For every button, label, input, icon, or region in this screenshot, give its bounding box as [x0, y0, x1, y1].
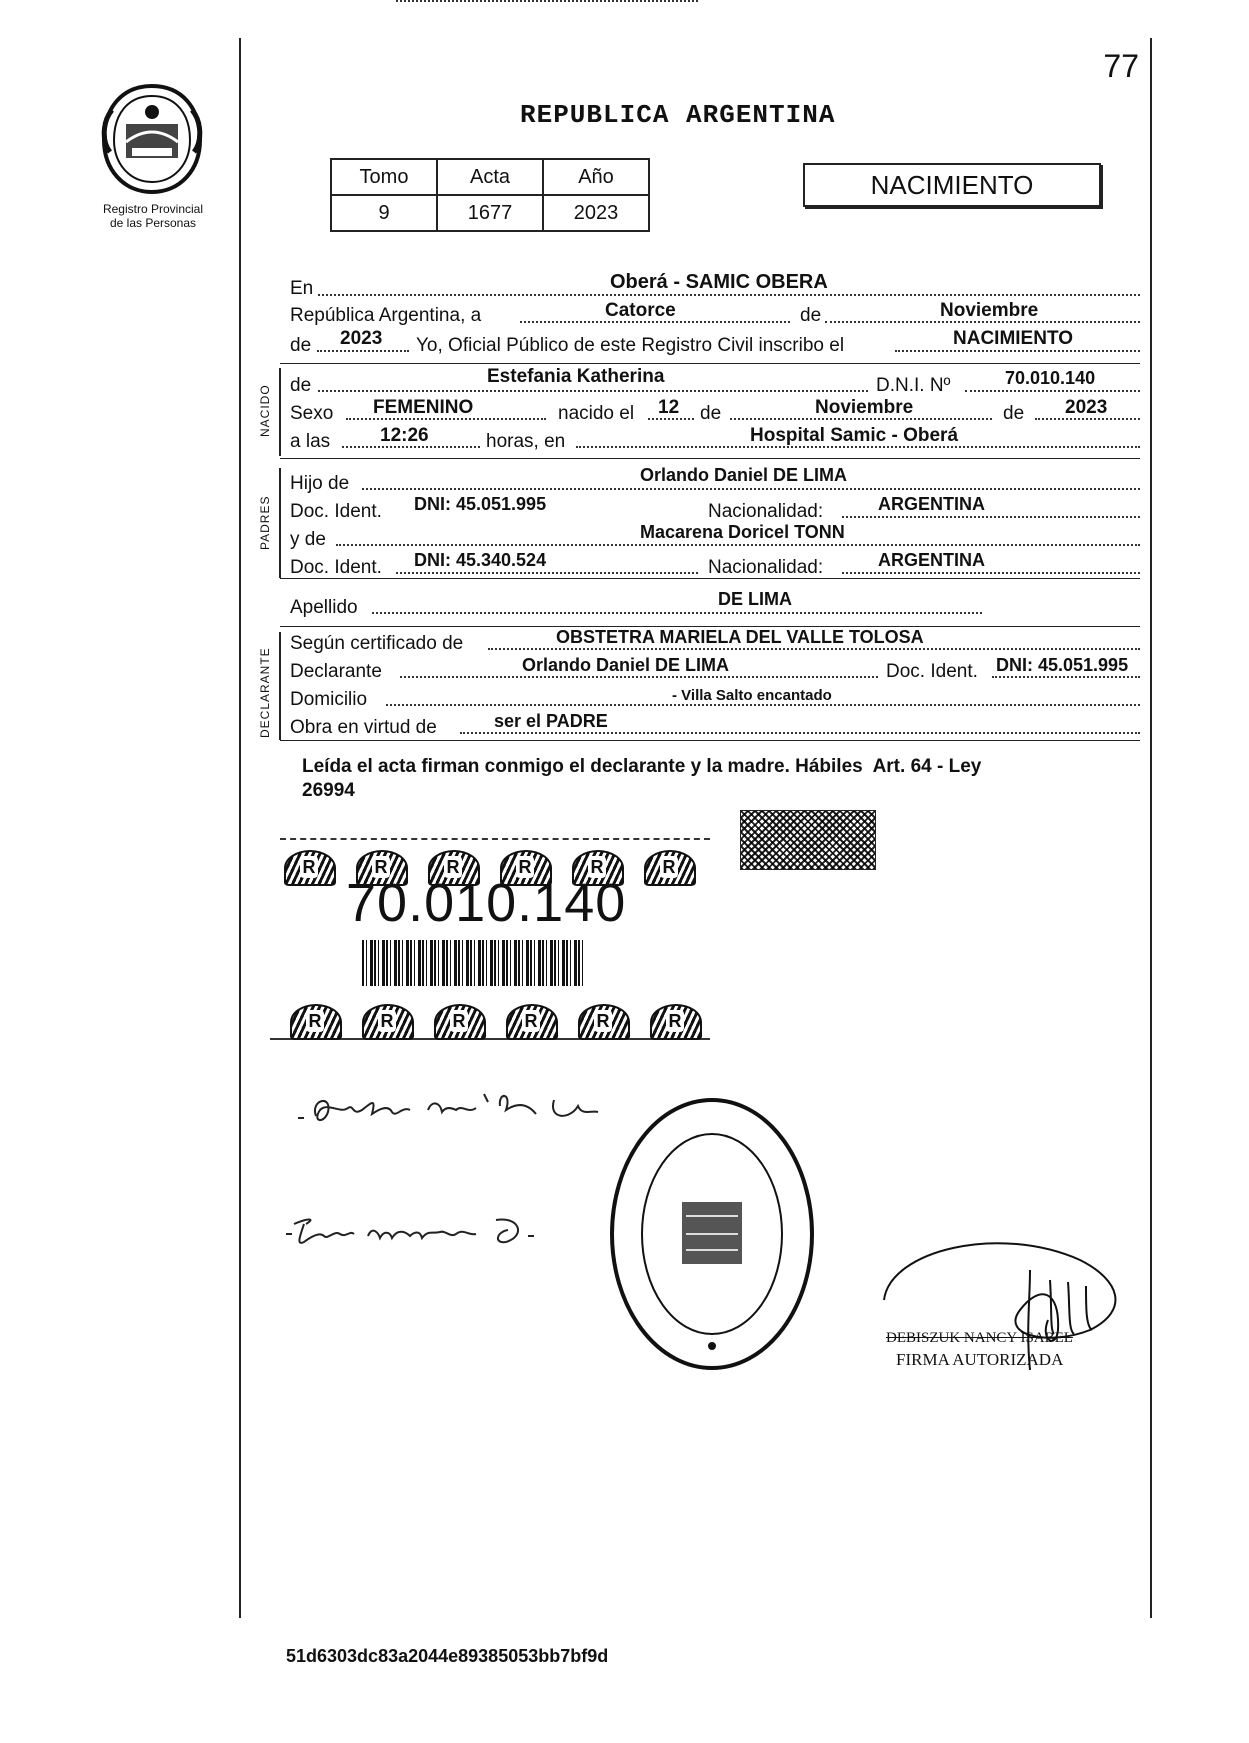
security-strip-bottom: R R R R R R	[270, 1000, 710, 1042]
value-anio-nac: 2023	[1065, 397, 1108, 418]
dotline-dni	[965, 390, 1140, 392]
label-de-mes2: de	[700, 403, 722, 424]
value-anio: 2023	[543, 195, 649, 231]
value-acta: 1677	[437, 195, 543, 231]
section-padres: PADRES	[258, 495, 272, 550]
label-nacido-el: nacido el	[558, 403, 635, 424]
label-yo-oficial: Yo, Oficial Público de este Registro Civil inscribo el	[416, 335, 845, 356]
separator-5	[280, 740, 1140, 741]
left-margin-line	[239, 38, 241, 1618]
dotline-madre-nac	[842, 572, 1140, 574]
official-stamp-title: FIRMA AUTORIZADA	[896, 1350, 1064, 1369]
dotline-padre	[362, 488, 1140, 490]
value-padre-dni: DNI: 45.051.995	[414, 494, 547, 514]
right-margin-line	[1150, 38, 1152, 1618]
value-dia-letras: Catorce	[605, 300, 676, 321]
value-sexo: FEMENINO	[373, 397, 474, 418]
header-tomo: Tomo	[331, 159, 437, 195]
dotline-mes-nac	[730, 418, 992, 420]
value-nombre: Estefania Katherina	[487, 366, 665, 387]
value-tipo: NACIMIENTO	[953, 328, 1073, 349]
dotline-sexo	[346, 418, 546, 420]
label-de-nombre: de	[290, 375, 312, 396]
dotline-domicilio	[386, 704, 1140, 706]
value-mes: Noviembre	[940, 300, 1039, 321]
value-madre-nac: ARGENTINA	[878, 550, 985, 570]
value-madre: Macarena Doricel TONN	[640, 522, 845, 542]
record-type: NACIMIENTO	[870, 170, 1034, 200]
value-apellido: DE LIMA	[718, 589, 792, 609]
label-horas-en: horas, en	[486, 431, 566, 452]
value-lugar: Oberá - SAMIC OBERA	[610, 271, 828, 293]
id-number-large: 70.010.140	[346, 873, 627, 933]
header-anio: Año	[543, 159, 649, 195]
label-hijo-de: Hijo de	[290, 473, 350, 494]
dotline-padre-nac	[842, 516, 1140, 518]
agency-name-line2: de las Personas	[109, 216, 197, 230]
separator-1	[280, 363, 1140, 364]
dotline-apellido	[372, 612, 982, 614]
label-domicilio: Domicilio	[290, 689, 368, 710]
value-mes-nac: Noviembre	[815, 397, 914, 418]
label-apellido: Apellido	[290, 597, 358, 618]
dotline-obra	[460, 732, 1140, 734]
value-dni: 70.010.140	[1005, 368, 1096, 388]
padres-bracket	[279, 468, 281, 578]
document-title: REPUBLICA ARGENTINA	[520, 100, 836, 130]
value-hora: 12:26	[380, 425, 429, 446]
value-tomo: 9	[331, 195, 437, 231]
signature-madre	[280, 1202, 560, 1262]
value-madre-dni: DNI: 45.340.524	[414, 550, 547, 570]
label-en: En	[290, 278, 314, 299]
registry-oval-seal	[606, 1094, 818, 1374]
header-acta: Acta	[437, 159, 543, 195]
official-stamp-name: DEBISZUK NANCY ISABEL	[886, 1330, 1073, 1346]
dotline-hora	[342, 446, 480, 448]
separator-3	[280, 578, 1140, 579]
value-anio: 2023	[340, 328, 383, 349]
label-dni: D.N.I. Nº	[876, 375, 951, 396]
label-nacionalidad-padre: Nacionalidad:	[708, 501, 824, 522]
separator-2	[280, 458, 1140, 459]
section-declarante: DECLARANTE	[258, 647, 272, 738]
value-lugar-nac: Hospital Samic - Oberá	[750, 425, 959, 446]
dotline-madre-dni	[396, 572, 698, 574]
nacido-bracket	[279, 368, 281, 456]
value-padre: Orlando Daniel DE LIMA	[640, 465, 848, 485]
barcode	[362, 940, 584, 986]
label-de-anio: de	[290, 335, 312, 356]
label-doc-ident-padre: Doc. Ident.	[290, 501, 382, 522]
label-sexo: Sexo	[290, 403, 334, 424]
dotline-nombre	[318, 390, 868, 392]
label-doc-ident-declarante: Doc. Ident.	[886, 661, 978, 682]
value-declarante: Orlando Daniel DE LIMA	[522, 655, 730, 675]
dotline-mes	[825, 321, 1140, 323]
label-republica: República Argentina, a	[290, 305, 482, 326]
provincial-seal-logo	[96, 82, 208, 197]
signature-declarante	[292, 1080, 652, 1140]
label-a-las: a las	[290, 431, 331, 452]
closing-text-line2: 26994	[302, 780, 355, 801]
value-declarante-dni: DNI: 45.051.995	[996, 655, 1129, 675]
security-pattern	[740, 810, 876, 870]
dotline-anio	[317, 350, 409, 352]
dotline-madre	[336, 544, 1140, 546]
agency-name-line1: Registro Provincial	[102, 202, 204, 216]
label-nacionalidad-madre: Nacionalidad:	[708, 557, 824, 578]
dotline-dia-nac	[648, 418, 694, 420]
dotline-lugar-nac	[576, 446, 1140, 448]
page-number: 77	[1103, 48, 1139, 84]
security-strip-top: R R R R R R	[280, 842, 710, 890]
label-doc-ident-madre: Doc. Ident.	[290, 557, 382, 578]
closing-text-line1: Leída el acta firman conmigo el declarante y la madre. Hábiles Art. 64 - Ley	[302, 756, 982, 777]
declarante-bracket	[279, 632, 281, 740]
value-certificado: OBSTETRA MARIELA DEL VALLE TOLOSA	[556, 627, 924, 647]
dotline-declarante	[400, 676, 878, 678]
dotline-en	[318, 294, 1140, 296]
label-de-mes: de	[800, 305, 822, 326]
value-obra: ser el PADRE	[494, 711, 608, 731]
reference-table	[330, 158, 650, 232]
record-type-box	[803, 163, 1101, 207]
dotline-dia	[520, 321, 790, 323]
dotline-tipo	[895, 350, 1140, 352]
value-dia-nac: 12	[658, 397, 680, 418]
label-obra-en-virtud: Obra en virtud de	[290, 717, 437, 738]
label-segun-cert: Según certificado de	[290, 633, 464, 654]
label-declarante: Declarante	[290, 661, 382, 682]
label-de-anio2: de	[1003, 403, 1025, 424]
label-y-de: y de	[290, 529, 326, 550]
dotline-anio-nac	[1035, 418, 1140, 420]
dotline-padre-dni	[396, 0, 698, 2]
section-nacido: NACIDO	[258, 384, 272, 437]
value-padre-nac: ARGENTINA	[878, 494, 985, 514]
value-domicilio: - Villa Salto encantado	[672, 687, 832, 704]
dotline-declarante-dni	[992, 676, 1140, 678]
document-hash: 51d6303dc83a2044e89385053bb7bf9d	[286, 1646, 609, 1666]
dotline-certificado	[488, 648, 1140, 650]
